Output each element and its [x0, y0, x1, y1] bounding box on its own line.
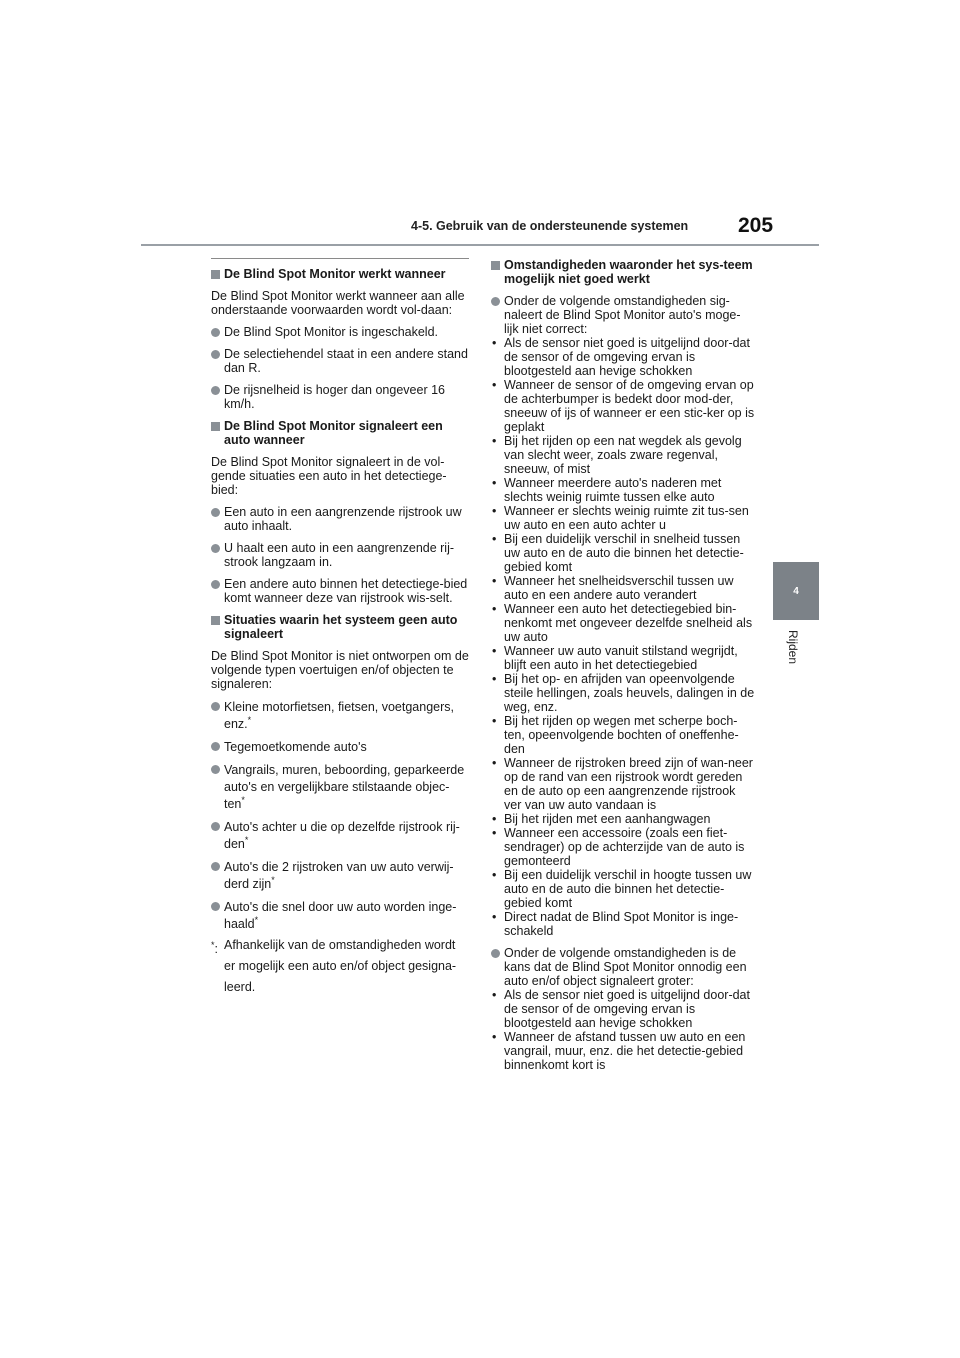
- list-item-text: Tegemoetkomende auto's: [224, 740, 367, 754]
- list-item: [211, 347, 469, 375]
- sub-list-item: [491, 602, 755, 644]
- sub-list-item: [491, 476, 755, 504]
- sub-list-item-text: Bij het rijden op een nat wegdek als gevolg van slecht weer, zoals zware regenval, sneeuw, of mist: [504, 434, 742, 476]
- sub-list-item: [491, 434, 755, 476]
- circle-bullet-icon: [211, 544, 220, 553]
- sub-list-item: [491, 504, 755, 532]
- dot-bullet-icon: •: [492, 988, 497, 1002]
- sub-list: [491, 336, 755, 938]
- sub-list-item: [491, 756, 755, 812]
- sub-list-item-text: Direct nadat de Blind Spot Monitor is inge-schakeld: [504, 910, 739, 938]
- list-item-text: Auto's die snel door uw auto worden inge-haald: [224, 900, 457, 931]
- list-item-text: Kleine motorfietsen, fietsen, voetgangers, enz.: [224, 700, 454, 731]
- page-number: 205: [738, 214, 774, 237]
- sub-list-item-text: Als de sensor niet goed is uitgelijnd door-dat de sensor of de omgeving ervan is blootgesteld aan hevige schokken: [504, 988, 750, 1030]
- sub-list-item-text: Als de sensor niet goed is uitgelijnd door-dat de sensor of de omgeving ervan is blootgesteld aan hevige schokken: [504, 336, 750, 378]
- dot-bullet-icon: •: [492, 574, 497, 588]
- square-bullet-icon: [211, 616, 220, 625]
- list-item-text: De rijsnelheid is hoger dan ongeveer 16 km/h.: [224, 383, 445, 411]
- list-item: [491, 946, 755, 988]
- list-item-text: Vangrails, muren, beboording, geparkeerde auto's en vergelijkbare stilstaande objec-ten: [224, 763, 465, 811]
- list-item: [211, 762, 469, 813]
- dot-bullet-icon: •: [492, 504, 497, 518]
- chapter-tab[interactable]: [773, 562, 819, 620]
- sub-list-item: [491, 672, 755, 714]
- sub-list-item-text: Wanneer een auto het detectiegebied bin-nenkomt met ongeveer dezelfde snelheid als uw auto: [504, 602, 753, 644]
- square-bullet-icon: [491, 261, 500, 270]
- footnote-asterisk: *: [254, 914, 259, 925]
- sub-list-item: [491, 714, 755, 756]
- sub-list-item: [491, 826, 755, 868]
- dot-bullet-icon: •: [492, 714, 497, 728]
- list-item: [211, 699, 469, 733]
- chapter-label: Rijden: [786, 630, 800, 665]
- dot-bullet-icon: •: [492, 644, 497, 658]
- list-item-text: Onder de volgende omstandigheden sig-naleert de Blind Spot Monitor auto's moge-lijk niet correct:: [504, 294, 741, 336]
- right-column: [491, 258, 755, 1080]
- sub-list-item: [491, 812, 755, 826]
- sub-list-item-text: Wanneer er slechts weinig ruimte zit tus-sen uw auto en een auto achter u: [504, 504, 749, 532]
- sub-list-item-text: Bij het rijden met een aanhangwagen: [504, 812, 711, 826]
- sub-list-item-text: Wanneer uw auto vanuit stilstand wegrijdt, blijft een auto in het detectiegebied: [504, 644, 738, 672]
- footnote-asterisk: *: [247, 714, 252, 725]
- sub-list-item: [491, 574, 755, 602]
- sub-list-item: [491, 532, 755, 574]
- circle-bullet-icon: [211, 350, 220, 359]
- list-item-text: Auto's die 2 rijstroken van uw auto verwij-derd zijn: [224, 860, 454, 891]
- sub-list-item-text: Bij het op- en afrijden van opeenvolgende steile hellingen, zoals heuvels, dalingen in de weg, enz.: [504, 672, 755, 714]
- square-bullet-icon: [211, 270, 220, 279]
- chapter-number: 4: [793, 585, 799, 597]
- sub-list-item: [491, 336, 755, 378]
- list-item: [211, 819, 469, 853]
- paragraph: De Blind Spot Monitor signaleert in de vol-gende situaties een auto in het detectiege-bied:: [211, 455, 447, 497]
- circle-bullet-icon: [211, 386, 220, 395]
- dot-bullet-icon: •: [492, 1030, 497, 1044]
- dot-bullet-icon: •: [492, 602, 497, 616]
- sub-list-item-text: Bij het rijden op wegen met scherpe boch-ten, opeenvolgende bochten of oneffenhe-den: [504, 714, 739, 756]
- sub-list-item-text: Wanneer het snelheidsverschil tussen uw auto en een andere auto verandert: [504, 574, 734, 602]
- sub-list-item-text: Wanneer de afstand tussen uw auto en een vangrail, muur, enz. die het detectie-gebied binnenkomt kort is: [504, 1030, 746, 1072]
- circle-bullet-icon: [211, 765, 220, 774]
- heading-text: De Blind Spot Monitor signaleert een auto wanneer: [224, 419, 443, 447]
- sub-list-item: [491, 988, 755, 1030]
- list-item: [211, 325, 469, 339]
- square-bullet-icon: [211, 422, 220, 431]
- footnote-mark: *:: [211, 940, 218, 957]
- dot-bullet-icon: •: [492, 868, 497, 882]
- dot-bullet-icon: •: [492, 532, 497, 546]
- list-item: [211, 739, 469, 756]
- sub-list-item-text: Wanneer een accessoire (zoals een fiet-sendrager) op de achterzijde van de auto is gemonteerd: [504, 826, 745, 868]
- list-item-text: Auto's achter u die op dezelfde rijstrook rij-den: [224, 820, 460, 851]
- circle-bullet-icon: [491, 949, 500, 958]
- sub-list-item-text: Bij een duidelijk verschil in hoogte tussen uw auto en de auto die binnen het detectie-gebied komt: [504, 868, 752, 910]
- dot-bullet-icon: •: [492, 910, 497, 924]
- circle-bullet-icon: [491, 297, 500, 306]
- heading-text: De Blind Spot Monitor werkt wanneer: [224, 267, 446, 281]
- list-item: [211, 899, 469, 933]
- list-item-text: U haalt een auto in een aangrenzende rij-strook langzaam in.: [224, 541, 455, 569]
- sub-list-item: [491, 868, 755, 910]
- list-item-text: Een andere auto binnen het detectiege-bied komt wanneer deze van rijstrook wis-selt.: [224, 577, 468, 605]
- list-item: [211, 541, 469, 569]
- sub-list-item-text: Bij een duidelijk verschil in snelheid tussen uw auto en de auto die binnen het detectie-gebied komt: [504, 532, 744, 574]
- header-rule: [141, 244, 819, 246]
- footnote-asterisk: *: [241, 794, 245, 805]
- sub-list-item-text: Wanneer meerdere auto's naderen met slechts weinig ruimte tussen elke auto: [504, 476, 722, 504]
- circle-bullet-icon: [211, 862, 220, 871]
- paragraph: De Blind Spot Monitor werkt wanneer aan alle onderstaande voorwaarden wordt vol-daan:: [211, 289, 465, 317]
- list-item-text: Een auto in een aangrenzende rijstrook uw auto inhaalt.: [224, 505, 462, 533]
- column-rule: [211, 258, 469, 259]
- circle-bullet-icon: [211, 822, 220, 831]
- dot-bullet-icon: •: [492, 476, 497, 490]
- dot-bullet-icon: •: [492, 378, 497, 392]
- circle-bullet-icon: [211, 580, 220, 589]
- footnote-text: Afhankelijk van de omstandigheden wordt er mogelijk een auto en/of object gesigna-leerd.: [224, 938, 457, 994]
- paragraph: De Blind Spot Monitor is niet ontworpen om de volgende typen voertuigen en/of objecten te signaleren:: [211, 649, 469, 691]
- circle-bullet-icon: [211, 508, 220, 517]
- sub-list-item: [491, 1030, 755, 1072]
- left-column: [211, 258, 469, 998]
- section-heading: [211, 419, 469, 447]
- dot-bullet-icon: •: [492, 826, 497, 840]
- list-item: [211, 505, 469, 533]
- list-item: [211, 859, 469, 893]
- sub-list-item-text: Wanneer de rijstroken breed zijn of wan-neer op de rand van een rijstrook wordt gereden en de auto op een aangrenzende rijstrook ver van uw auto vandaan is: [504, 756, 753, 812]
- list-item-text: De selectiehendel staat in een andere stand dan R.: [224, 347, 468, 375]
- circle-bullet-icon: [211, 328, 220, 337]
- sub-list-item-text: Wanneer de sensor of de omgeving ervan op de achterbumper is bedekt door mod-der, sneeuw of ijs of wanneer er een stic-ker op is geplakt: [504, 378, 755, 434]
- dot-bullet-icon: •: [492, 672, 497, 686]
- sub-list: [491, 988, 755, 1072]
- sub-list-item: [491, 644, 755, 672]
- section-heading: [211, 613, 469, 641]
- list-item-text: Onder de volgende omstandigheden is de kans dat de Blind Spot Monitor onnodig een auto en/of object signaleert groter:: [504, 946, 747, 988]
- list-item: [211, 577, 469, 605]
- footnote-asterisk: *: [271, 874, 275, 885]
- dot-bullet-icon: •: [492, 336, 497, 350]
- footnote-asterisk: *: [244, 834, 249, 845]
- sub-list-item: [491, 378, 755, 434]
- list-item: [491, 294, 755, 336]
- section-title: 4-5. Gebruik van de ondersteunende systemen: [411, 219, 689, 233]
- circle-bullet-icon: [211, 902, 220, 911]
- sub-list-item: [491, 910, 755, 938]
- footnote: [211, 935, 469, 998]
- section-heading: [211, 267, 469, 281]
- list-item: [211, 383, 469, 411]
- dot-bullet-icon: •: [492, 756, 497, 770]
- heading-text: Omstandigheden waaronder het sys-teem mogelijk niet goed werkt: [504, 258, 753, 286]
- heading-text: Situaties waarin het systeem geen auto signaleert: [224, 613, 458, 641]
- dot-bullet-icon: •: [492, 812, 497, 826]
- circle-bullet-icon: [211, 702, 220, 711]
- section-heading: [491, 258, 755, 286]
- dot-bullet-icon: •: [492, 434, 497, 448]
- circle-bullet-icon: [211, 742, 220, 751]
- list-item-text: De Blind Spot Monitor is ingeschakeld.: [224, 325, 439, 339]
